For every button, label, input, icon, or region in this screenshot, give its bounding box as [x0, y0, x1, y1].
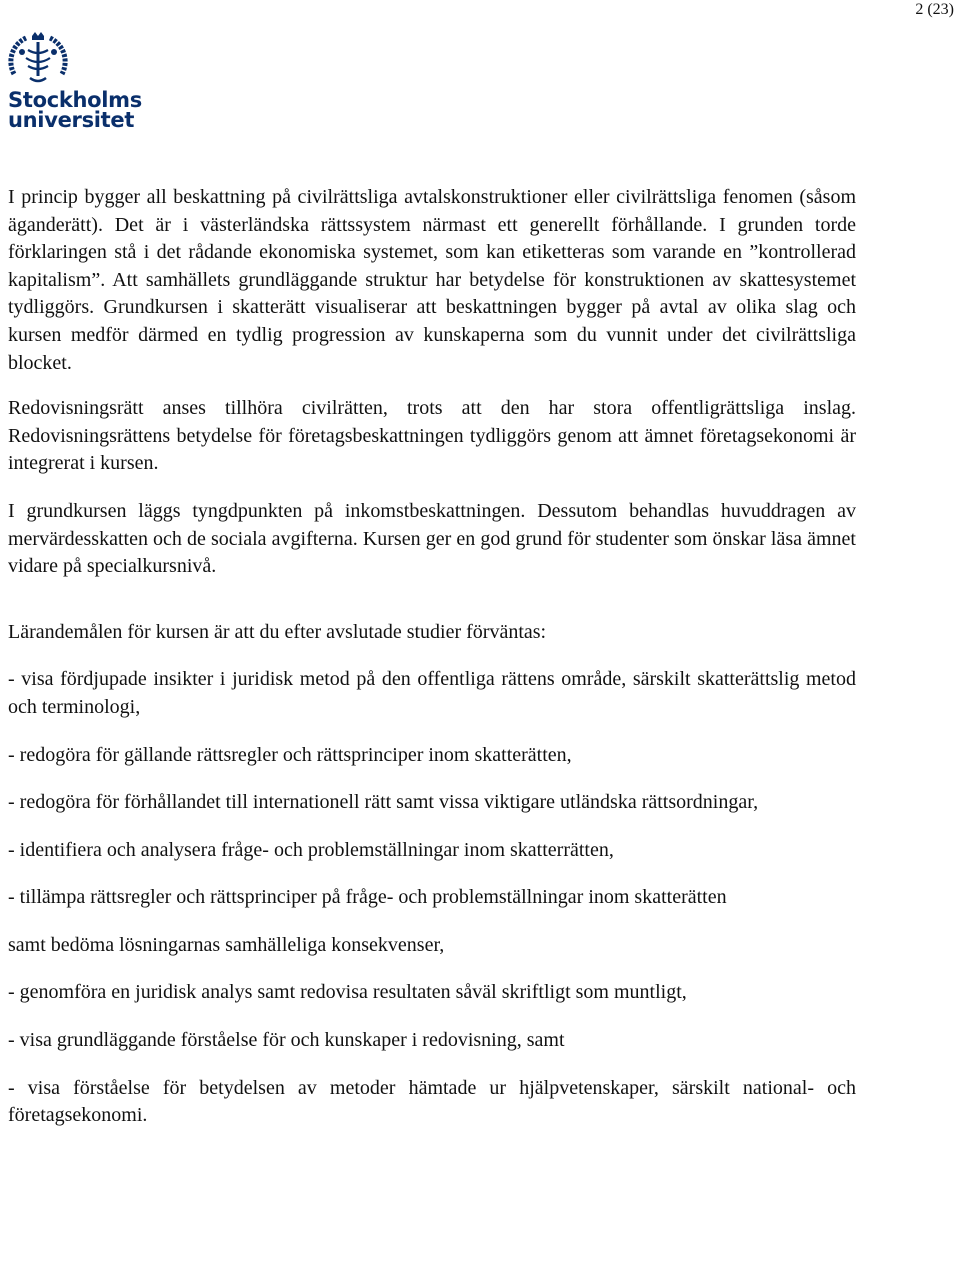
- logo-line-2: universitet: [8, 108, 135, 132]
- learning-goal-item: - visa grundläggande förståelse för och kunskaper i redovisning, samt: [8, 1029, 565, 1052]
- learning-goals-heading: Lärandemålen för kursen är att du efter avslutade studier förväntas:: [8, 620, 547, 643]
- learning-goal-item: - genomföra en juridisk analys samt redovisa resultaten såväl skriftligt som muntligt,: [8, 981, 687, 1004]
- learning-goal-item: samt bedöma lösningarnas samhälleliga konsekvenser,: [8, 933, 445, 956]
- learning-goal-item: - visa förståelse för betydelsen av metoder hämtade ur hjälpvetenskaper, särskilt national- och företagsekonomi.: [8, 1076, 856, 1127]
- learning-goal-item: - identifiera och analysera fråge- och problemställningar inom skatterrätten,: [8, 838, 614, 861]
- university-logo: [6, 30, 142, 132]
- document-body: [8, 184, 856, 1130]
- learning-goal-item: - redogöra för gällande rättsregler och rättsprinciper inom skatterätten,: [8, 743, 572, 766]
- learning-goal-item: - redogöra för förhållandet till internationell rätt samt vissa viktigare utländska rättsordningar,: [8, 791, 759, 814]
- page-number: 2 (23): [915, 1, 954, 18]
- university-seal-icon: [8, 30, 68, 90]
- learning-goal-item: - visa fördjupade insikter i juridisk metod på den offentliga rättens område, särskilt skatterättslig metod och terminologi,: [8, 668, 856, 718]
- learning-goal-item: - tillämpa rättsregler och rättsprinciper på fråge- och problemställningar inom skatterätten: [8, 886, 727, 909]
- logo-line-1: Stockholms: [8, 88, 142, 112]
- paragraph-accounting-law: Redovisningsrätt anses tillhöra civilrätten, trots att den har stora offentligrättsliga inslag. Redovisningsrättens betydelse för företagsbeskattningen tydliggörs genom att ämnet företagsekonomi är integrerat i kursen.: [8, 397, 856, 475]
- paragraph-intro: I princip bygger all beskattning på civilrättsliga avtalskonstruktioner eller civilrättsliga fenomen (såsom äganderätt). Det är i västerländska rättssystem närmast ett generellt förhållande. I grunden torde förklaringen stå i det rådande ekonomiska systemet, som kan etiketteras som varande en ”kontrollerad kapitalism”. Att samhällets grundläggande struktur har betydelse för konstruktionen av skattesystemet tydliggörs. Grundkursen i skatterätt visualiserar att beskattningen bygger på avtal av olika slag och kursen medför därmed en tydlig progression av kunskaperna som du vunnit under det civilrättsliga blocket.: [8, 186, 856, 374]
- paragraph-focus: I grundkursen läggs tyngdpunkten på inkomstbeskattningen. Dessutom behandlas huvuddragen av mervärdesskatten och de sociala avgifterna. Kursen ger en god grund för studenter som önskar läsa ämnet vidare på specialkursnivå.: [8, 499, 856, 578]
